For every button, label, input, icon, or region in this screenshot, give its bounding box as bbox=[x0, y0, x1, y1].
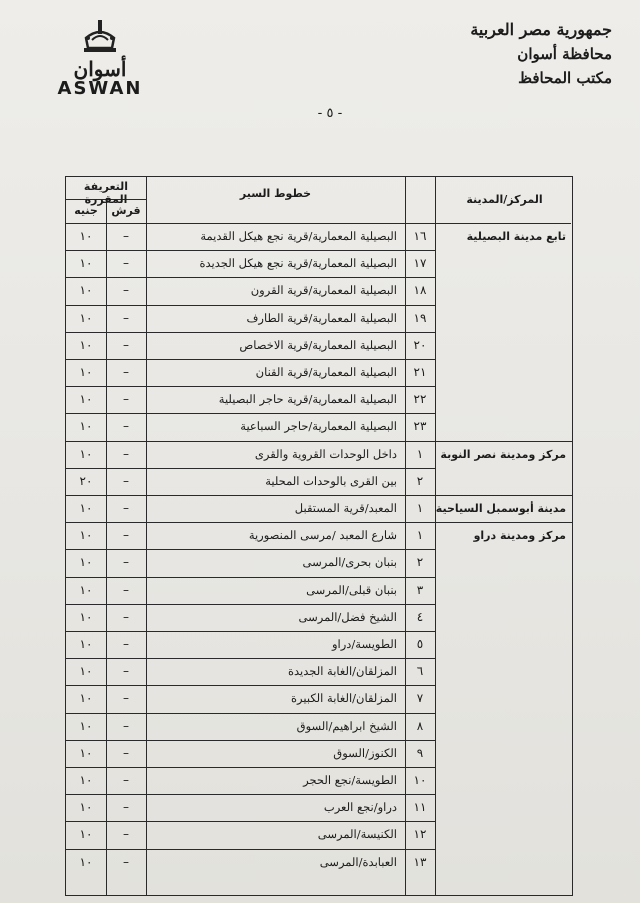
fare-piaster: – bbox=[123, 392, 129, 407]
fare-pound: ١٠ bbox=[79, 637, 93, 651]
center-group-divider bbox=[435, 441, 572, 442]
route-name: بين القرى بالوحدات المحلية bbox=[265, 473, 397, 488]
crown-emblem-icon bbox=[78, 18, 122, 56]
fare-piaster: – bbox=[123, 446, 129, 461]
fare-piaster: – bbox=[123, 555, 129, 570]
route-number: ٢ bbox=[416, 555, 424, 570]
route-number: ٨ bbox=[416, 718, 424, 733]
logo-arabic-text: أسوان bbox=[73, 57, 127, 81]
route-number: ٢٣ bbox=[413, 419, 427, 434]
fare-pound: ١٠ bbox=[79, 446, 93, 461]
fare-piaster: – bbox=[123, 473, 129, 488]
fare-pound: ١٠ bbox=[79, 555, 93, 570]
page-number: - ٥ - bbox=[317, 106, 343, 121]
route-name: البصيلية المعمارية/قرية حاجر البصيلية bbox=[218, 392, 397, 407]
fare-piaster: – bbox=[123, 745, 129, 760]
fare-pound: ١٠ bbox=[79, 800, 93, 815]
route-number: ١ bbox=[416, 528, 424, 543]
route-name: المعبد/قرية المستقبل bbox=[294, 501, 397, 515]
route-number: ١٧ bbox=[413, 256, 427, 271]
fare-pound: ١٠ bbox=[79, 854, 93, 869]
fare-piaster: – bbox=[123, 310, 129, 325]
route-name: دراو/نجع العرب bbox=[323, 800, 397, 815]
fare-pound: ١٠ bbox=[79, 528, 93, 543]
center-name: مركز ومدينة نصر النوبة bbox=[440, 447, 566, 461]
fare-piaster: – bbox=[123, 664, 129, 679]
route-number: ٢١ bbox=[413, 365, 427, 379]
center-group-divider bbox=[435, 495, 572, 496]
fare-piaster: – bbox=[123, 854, 129, 869]
fare-piaster: – bbox=[123, 419, 129, 434]
header-fare-group: التعريفة المقررة bbox=[83, 180, 129, 206]
fare-piaster: – bbox=[123, 773, 129, 787]
letterhead-country: جمهورية مصر العربية bbox=[470, 20, 612, 39]
route-number: ٤ bbox=[416, 609, 424, 624]
route-name: المزلقان/الغابة الجديدة bbox=[287, 664, 397, 679]
route-name: داخل الوحدات القروية والقرى bbox=[254, 446, 397, 461]
fare-pound: ١٠ bbox=[79, 718, 93, 733]
fare-piaster: – bbox=[123, 609, 129, 624]
aswan-logo bbox=[40, 18, 160, 108]
fare-piaster: – bbox=[123, 528, 129, 543]
center-group-divider bbox=[435, 522, 572, 523]
letterhead bbox=[412, 18, 612, 90]
fare-pound: ١٠ bbox=[79, 827, 93, 842]
route-name: البصيلية المعمارية/قرية القرون bbox=[250, 283, 397, 298]
header-center: المركز/المدينة bbox=[466, 193, 543, 206]
route-name: الكنيسة/المرسى bbox=[317, 827, 397, 842]
fare-pound: ١٠ bbox=[79, 229, 93, 243]
center-name: تابع مدينة البصيلية bbox=[466, 230, 566, 243]
fare-pound: ٢٠ bbox=[79, 473, 93, 488]
logo-english-text: ASWAN bbox=[57, 78, 143, 99]
route-number: ٧ bbox=[416, 691, 424, 706]
route-number: ٢ bbox=[416, 473, 424, 488]
route-number: ٣ bbox=[416, 582, 424, 597]
route-name: البصيلية المعمارية/قرية الاخصاص bbox=[239, 337, 397, 352]
fare-pound: ١٠ bbox=[79, 664, 93, 679]
route-name: بنبان بحرى/المرسى bbox=[302, 555, 397, 570]
route-name: الطويسة/دراو bbox=[332, 637, 397, 651]
fare-pound: ١٠ bbox=[79, 310, 93, 325]
fare-piaster: – bbox=[123, 337, 129, 352]
route-number: ٥ bbox=[416, 637, 424, 651]
route-name: الطويسة/نجع الحجر bbox=[303, 773, 397, 787]
fare-pound: ١٠ bbox=[79, 745, 93, 760]
letterhead-office: مكتب المحافظ bbox=[518, 69, 612, 87]
route-number: ١ bbox=[416, 446, 424, 461]
fare-piaster: – bbox=[123, 800, 129, 815]
fare-piaster: – bbox=[123, 718, 129, 733]
header-routes: خطوط السير bbox=[239, 187, 312, 200]
center-name: مدينة أبوسمبل السياحية bbox=[435, 502, 566, 515]
route-name: البصيلية المعمارية/قرية الطارف bbox=[246, 310, 397, 325]
route-number: ١٣ bbox=[413, 854, 427, 869]
fare-piaster: – bbox=[123, 582, 129, 597]
route-name: الشيخ ابراهيم/السوق bbox=[296, 718, 397, 733]
route-number: ٩ bbox=[416, 745, 424, 760]
letterhead-governorate: محافظة أسوان bbox=[517, 45, 612, 63]
route-number: ٢٢ bbox=[413, 392, 427, 407]
route-name: العبابدة/المرسى bbox=[319, 854, 397, 869]
route-number: ١ bbox=[416, 501, 424, 515]
route-name: البصيلية المعمارية/حاجر السباعية bbox=[240, 419, 397, 434]
fare-piaster: – bbox=[123, 637, 129, 651]
fare-pound: ١٠ bbox=[79, 283, 93, 298]
fare-pound: ١٠ bbox=[79, 773, 93, 787]
center-name: مركز ومدينة دراو bbox=[473, 529, 566, 543]
fare-pound: ١٠ bbox=[79, 582, 93, 597]
fare-table bbox=[65, 176, 573, 896]
header-piaster: قرش bbox=[111, 204, 141, 217]
route-number: ٢٠ bbox=[413, 337, 427, 352]
fare-pound: ١٠ bbox=[79, 609, 93, 624]
fare-pound: ١٠ bbox=[79, 691, 93, 706]
fare-piaster: – bbox=[123, 501, 129, 515]
route-number: ١٦ bbox=[413, 229, 427, 243]
route-number: ١٩ bbox=[413, 310, 427, 325]
route-number: ١٢ bbox=[413, 827, 427, 842]
route-number: ٦ bbox=[416, 664, 424, 679]
header-pound: جنيه bbox=[74, 204, 98, 217]
route-number: ١٠ bbox=[413, 773, 427, 787]
route-name: الشيخ فضل/المرسى bbox=[298, 609, 397, 624]
fare-pound: ١٠ bbox=[79, 392, 93, 407]
fare-piaster: – bbox=[123, 691, 129, 706]
route-name: البصيلية المعمارية/قرية نجع هيكل الجديدة bbox=[199, 256, 397, 271]
route-number: ١١ bbox=[413, 800, 427, 815]
fare-piaster: – bbox=[123, 256, 129, 271]
route-name: شارع المعبد /مرسى المنصورية bbox=[248, 528, 397, 543]
route-name: الكنوز/السوق bbox=[333, 745, 397, 760]
fare-pound: ١٠ bbox=[79, 337, 93, 352]
fare-piaster: – bbox=[123, 827, 129, 842]
route-name: المزلقان/الغابة الكبيرة bbox=[291, 691, 397, 706]
fare-pound: ١٠ bbox=[79, 365, 93, 379]
fare-pound: ١٠ bbox=[79, 419, 93, 434]
fare-pound: ١٠ bbox=[79, 256, 93, 271]
route-name: البصيلية المعمارية/قرية نجع هيكل القديمة bbox=[200, 229, 397, 243]
fare-pound: ١٠ bbox=[79, 501, 93, 515]
fare-piaster: – bbox=[123, 365, 129, 379]
route-name: البصيلية المعمارية/قرية القنان bbox=[255, 365, 397, 379]
route-name: بنبان قبلى/المرسى bbox=[306, 582, 397, 597]
fare-piaster: – bbox=[123, 283, 129, 298]
route-number: ١٨ bbox=[413, 283, 427, 298]
fare-piaster: – bbox=[123, 229, 129, 243]
